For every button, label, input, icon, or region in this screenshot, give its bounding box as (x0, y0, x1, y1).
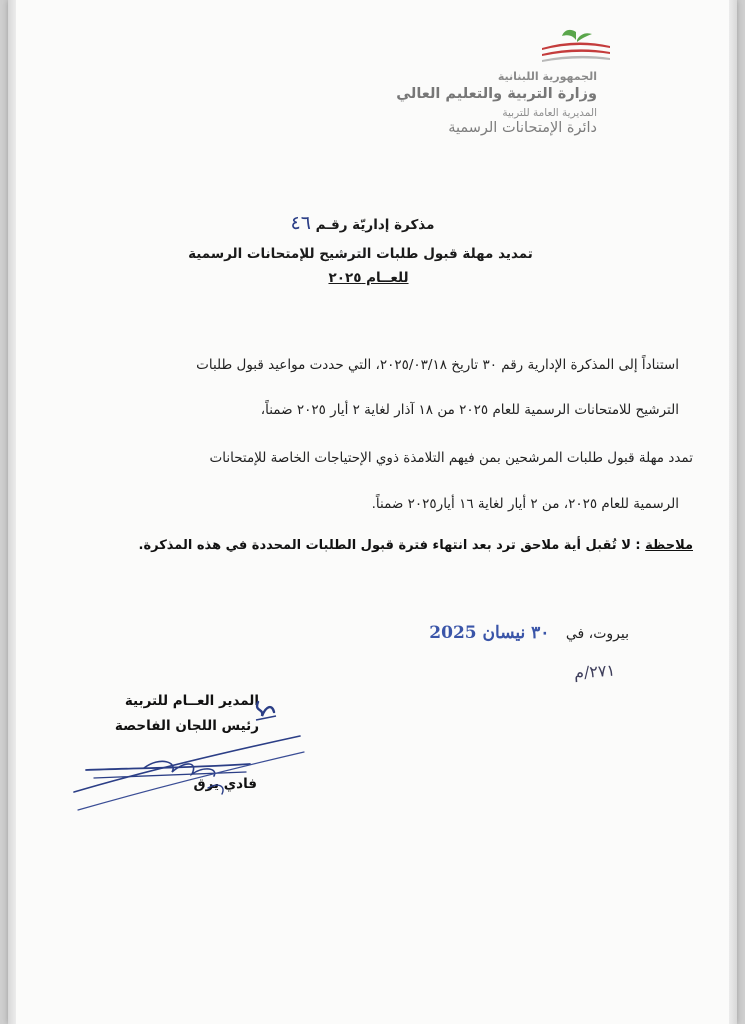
handwritten-date: ٣٠ نيسان 2025 (429, 623, 550, 643)
memo-year: للعــام ٢٠٢٥ (328, 270, 409, 286)
note (139, 538, 693, 553)
letterhead-department: دائرة الإمتحانات الرسمية (448, 120, 597, 136)
memo-number-line (8, 212, 727, 234)
signatory-name: فادي يرق (193, 776, 257, 792)
ministry-logo (536, 26, 616, 68)
memo-year-line (8, 270, 733, 286)
signatory-title-1: المدير العــام للتربية (124, 693, 259, 709)
body-line-1: استناداً إلى المذكرة الإدارية رقم ٣٠ تاريخ ٢٠٢٥/٠٣/١٨، التي حددت مواعيد قبول طلبات (196, 357, 679, 373)
body-line-2: الترشيح للامتحانات الرسمية للعام ٢٠٢٥ من ١٨ آذار لغاية ٢ أيار ٢٠٢٥ ضمناً، (260, 402, 679, 418)
dateline (429, 623, 629, 643)
handwritten-signature (68, 690, 308, 820)
reference-number-handwritten: ٢٧١/م (573, 660, 616, 683)
letterhead-republic: الجمهورية اللبنانية (497, 70, 597, 83)
letterhead-directorate: المديرية العامة للتربية (502, 107, 597, 119)
letterhead-ministry: وزارة التربية والتعليم العالي (396, 86, 597, 102)
memo-title: تمديد مهلة قبول طلبات الترشيح للإمتحانات الرسمية (188, 246, 533, 262)
signatory-title-2: رئيس اللجان الفاحصة (114, 718, 259, 734)
memo-prefix: مذكرة إداريّة رقـم (315, 217, 435, 233)
page-edge-right (729, 0, 737, 1024)
page-edge-left (8, 0, 16, 1024)
dateline-place: بيروت، في (565, 626, 629, 642)
note-label: ملاحظة (645, 538, 693, 553)
note-text: : لا تُقبل أية ملاحق ترد بعد انتهاء فترة قبول الطلبات المحددة في هذه المذكرة. (138, 538, 646, 553)
body-line-3: تمدد مهلة قبول طلبات المرشحين بمن فيهم التلامذة ذوي الإحتياجات الخاصة للإمتحانات (209, 450, 693, 466)
document-page (8, 0, 737, 1024)
memo-number-handwritten: ٤٦ (290, 212, 311, 234)
body-line-4: الرسمية للعام ٢٠٢٥، من ٢ أيار لغاية ١٦ أيار٢٠٢٥ ضمناً. (371, 496, 679, 512)
